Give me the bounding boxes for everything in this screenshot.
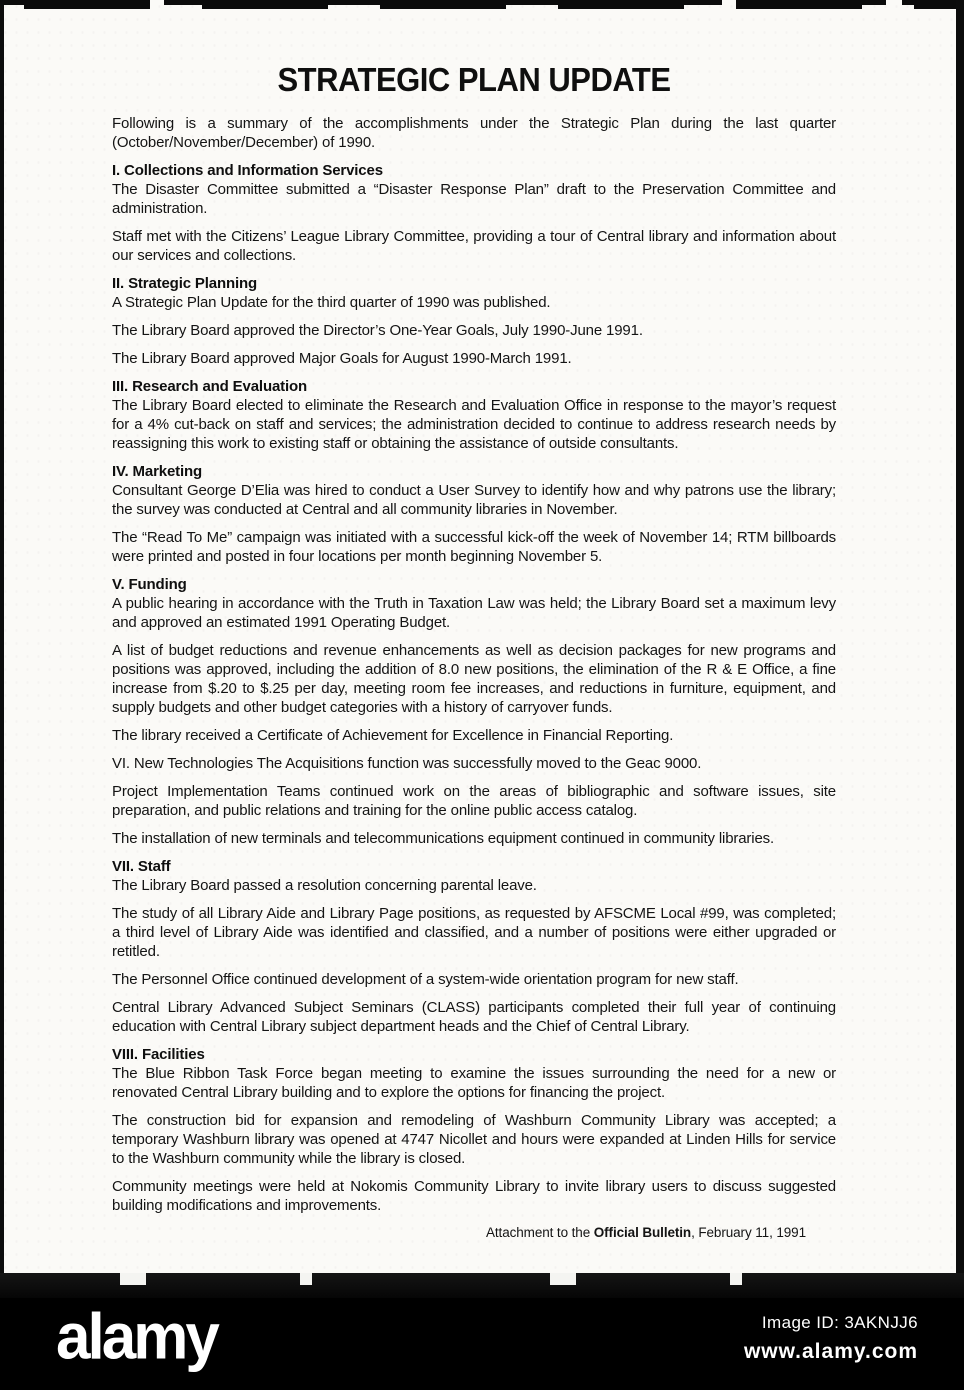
paragraph: A Strategic Plan Update for the third quarter of 1990 was published. bbox=[112, 294, 551, 311]
paragraph: The Library Board elected to eliminate the Research and Evaluation Office in response to the mayor’s request for a 4% cut-back on staff and services; the administration decided to continue to address research needs by reassigning this work to existing staff or obtaining the assistance of outside consultants. bbox=[112, 397, 836, 452]
paragraph: Community meetings were held at Nokomis Community Library to invite library users to discuss suggested building modifications and improvements. bbox=[112, 1178, 836, 1214]
section-staff bbox=[112, 857, 836, 1036]
alamy-url: www.alamy.com bbox=[743, 1340, 918, 1363]
watermark-info bbox=[744, 1313, 918, 1364]
watermark-bar bbox=[0, 1298, 964, 1390]
paragraph: The Library Board approved the Director’s One-Year Goals, July 1990-June 1991. bbox=[112, 322, 643, 339]
paragraph: Consultant George D’Elia was hired to conduct a User Survey to identify how and why patrons use the library; the survey was conducted at Central and all community libraries in November. bbox=[112, 482, 836, 518]
paragraph: Project Implementation Teams continued work on the areas of bibliographic and software issues, site preparation, and public relations and training for the online public access catalog. bbox=[112, 783, 836, 819]
paragraph: A public hearing in accordance with the Truth in Taxation Law was held; the Library Board set a maximum levy and approved an estimated 1991 Operating Budget. bbox=[112, 595, 836, 631]
paragraph: The Blue Ribbon Task Force began meeting to examine the issues surrounding the need for a new or renovated Central Library building and to explore the options for financing the project. bbox=[112, 1065, 836, 1101]
section-heading: IV. Marketing bbox=[112, 463, 203, 480]
paragraph: The Library Board passed a resolution concerning parental leave. bbox=[112, 877, 537, 894]
paragraph: The Library Board approved Major Goals for August 1990-March 1991. bbox=[112, 350, 572, 367]
section-heading: III. Research and Evaluation bbox=[112, 378, 308, 395]
section-facilities bbox=[112, 1045, 836, 1215]
paragraph: The study of all Library Aide and Library Page positions, as requested by AFSCME Local #99, was completed; a third level of Library Aide was identified and classified, and a number of positions were either upgraded or retitled. bbox=[112, 905, 836, 960]
alamy-logo: alamy bbox=[56, 1300, 217, 1374]
paragraph: VI. New Technologies The Acquisitions function was successfully moved to the Geac 9000. bbox=[112, 755, 702, 772]
intro-paragraph: Following is a summary of the accomplishments under the Strategic Plan during the last quarter (October/November/December) of 1990. bbox=[112, 115, 836, 151]
section-heading: V. Funding bbox=[112, 576, 187, 593]
section-collections-and-information-services bbox=[112, 161, 836, 265]
attachment-note bbox=[112, 1224, 836, 1241]
image-id-label: Image ID: 3AKNJJ6 bbox=[761, 1313, 918, 1332]
section-heading: II. Strategic Planning bbox=[112, 275, 258, 292]
paragraph: The Personnel Office continued development of a system-wide orientation program for new staff. bbox=[112, 971, 739, 988]
attachment-note-prefix: Attachment to the bbox=[486, 1225, 594, 1240]
paragraph: The construction bid for expansion and remodeling of Washburn Community Library was accepted; a temporary Washburn library was opened at 4747 Nicollet and hours were expanded at Linden Hills for service to the Washburn community while the library is closed. bbox=[112, 1112, 836, 1167]
document-page bbox=[0, 10, 964, 1241]
paragraph: The Disaster Committee submitted a “Disaster Response Plan” draft to the Preservation Committee and administration. bbox=[112, 181, 836, 217]
scan-edge-bottom-artifact bbox=[0, 1273, 964, 1298]
paragraph: The installation of new terminals and telecommunications equipment continued in community libraries. bbox=[112, 830, 775, 847]
paragraph: The “Read To Me” campaign was initiated with a successful kick-off the week of November 14; RTM billboards were printed and posted in four locations per month beginning November 5. bbox=[112, 529, 836, 565]
attachment-note-bulletin-name: Official Bulletin bbox=[593, 1225, 692, 1240]
paragraph: A list of budget reductions and revenue enhancements as well as decision packages for new programs and positions was approved, including the addition of 8.0 new positions, the elimination of the R & E Office, a fine increase from $.20 to $.25 per day, meeting room fee increases, and reductions in furniture, equipment, and supply budgets and other budget categories with a history of carryover funds. bbox=[112, 642, 836, 716]
section-funding bbox=[112, 575, 836, 745]
paragraph: Central Library Advanced Subject Seminars (CLASS) participants completed their full year of continuing education with Central Library subject department heads and the Chief of Central Library. bbox=[112, 999, 836, 1035]
paragraph: Staff met with the Citizens’ League Library Committee, providing a tour of Central library and information about our services and collections. bbox=[112, 228, 836, 264]
attachment-note-date: , February 11, 1991 bbox=[691, 1225, 806, 1240]
section-research-and-evaluation bbox=[112, 377, 836, 453]
paragraph: The library received a Certificate of Achievement for Excellence in Financial Reporting. bbox=[112, 727, 674, 744]
scan-edge-top-artifact bbox=[0, 0, 964, 10]
section-heading: VIII. Facilities bbox=[112, 1046, 205, 1063]
section-new-technologies bbox=[112, 754, 836, 848]
section-heading: I. Collections and Information Services bbox=[112, 162, 383, 179]
section-heading: VII. Staff bbox=[112, 858, 171, 875]
section-strategic-planning bbox=[112, 274, 836, 368]
section-marketing bbox=[112, 462, 836, 566]
page-title: STRATEGIC PLAN UPDATE bbox=[277, 60, 671, 99]
